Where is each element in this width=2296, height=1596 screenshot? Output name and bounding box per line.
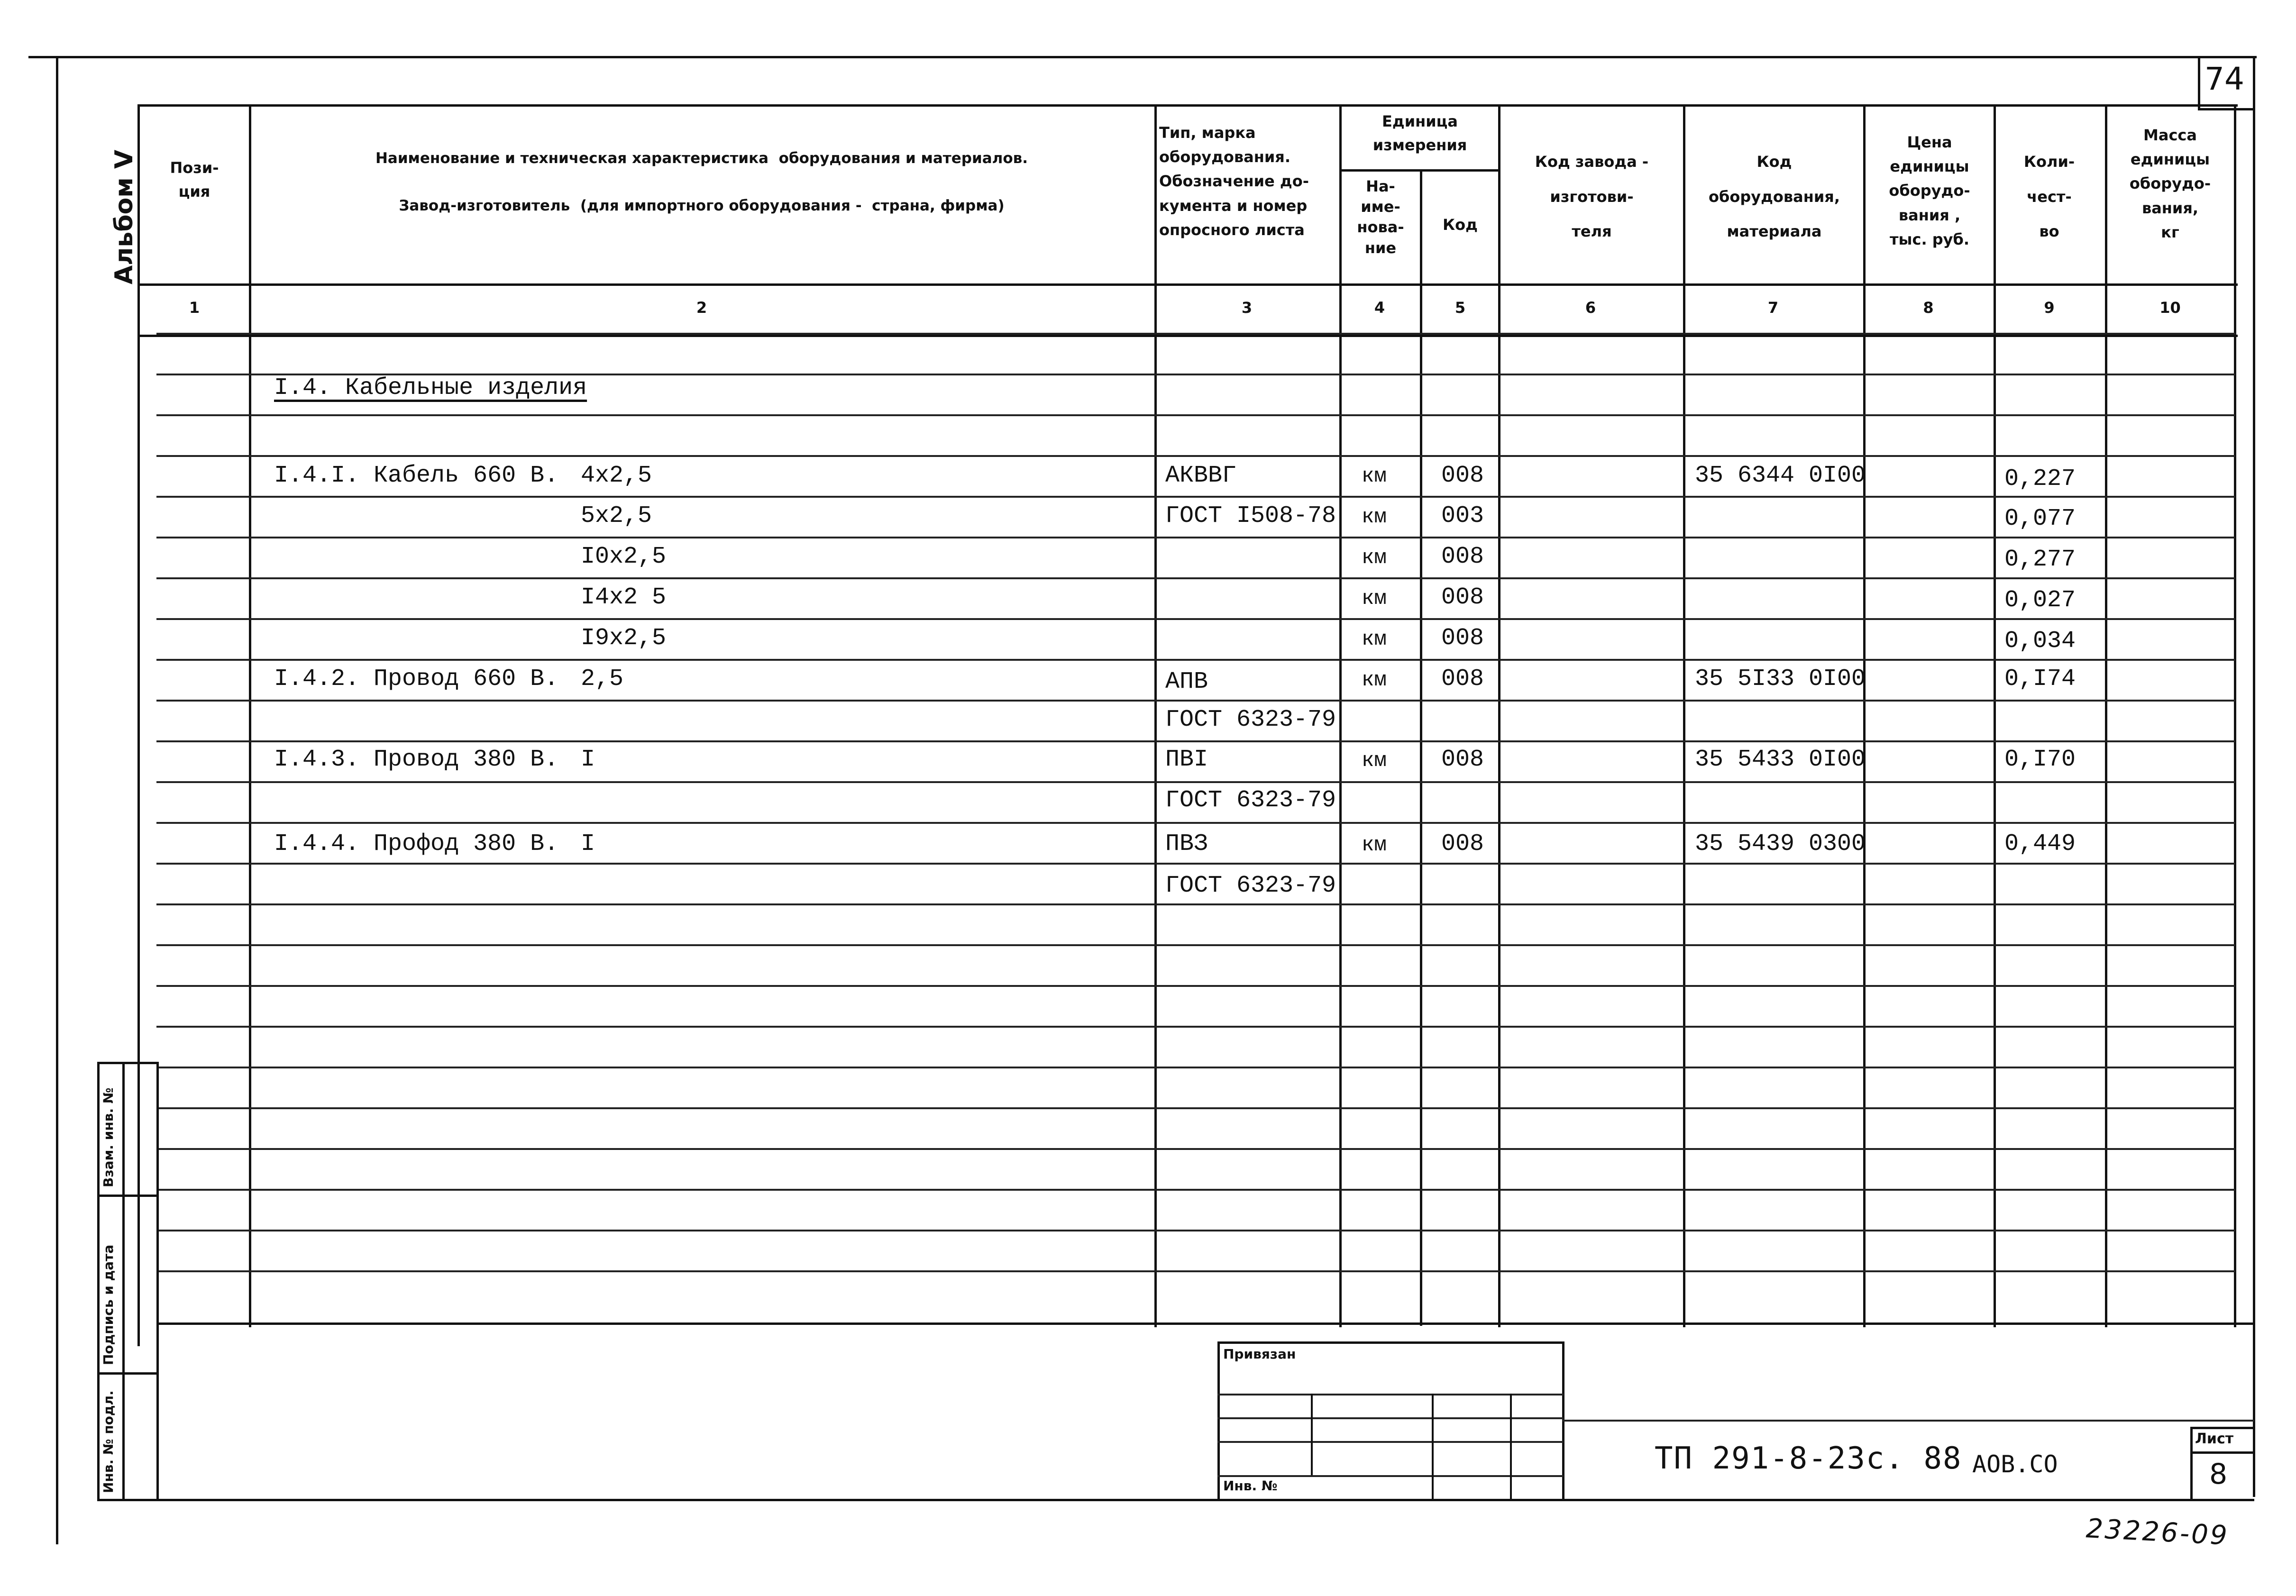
row-6-eq-code: 35 5I33 0I00 (1695, 666, 1866, 693)
sheet-box-top (2190, 1427, 2254, 1429)
row-10-unit: км (1362, 833, 1387, 857)
table-row-line (156, 1107, 2235, 1109)
header-position: Пози- ция (170, 159, 219, 201)
row-3-unit: км (1362, 546, 1387, 570)
row-10-qty: 0,449 (2004, 830, 2076, 857)
header-name-line2: Завод-изготовитель (для импортного оборудования - страна, фирма) (399, 197, 1005, 214)
row-1-type: АКВВГ (1165, 462, 1237, 489)
side-stamp-right (156, 1062, 159, 1500)
row-1-unit: км (1362, 465, 1387, 488)
row-10-code: 008 (1441, 830, 1484, 857)
row-1-code: 008 (1441, 462, 1484, 489)
colnum-bottom (137, 335, 2238, 337)
frame-left (56, 56, 58, 1544)
doc-code: ТП 291-8-23с. 88 (1655, 1441, 1962, 1476)
row-9-type: ГОСТ 6323-79 (1165, 787, 1336, 814)
row-6-qty: 0,I74 (2004, 666, 2076, 693)
header-mass: Масса единицы оборудо- вания, кг (2129, 126, 2211, 241)
table-row-line (156, 985, 2235, 987)
colnum-6: 6 (1585, 299, 1596, 317)
header-type: Тип, марка оборудования. Обозначение до- кумента и номер опросного листа (1159, 124, 1309, 239)
privyazan-col2 (1432, 1394, 1434, 1499)
header-qty: Коли- чест- во (2023, 153, 2075, 241)
row-2-unit: км (1362, 505, 1387, 529)
colnum-2: 2 (696, 299, 707, 317)
privyazan-col1 (1311, 1394, 1313, 1475)
row-1-name: I.4.I. Кабель 660 В. (274, 462, 559, 489)
table-row-line (156, 659, 2235, 661)
row-5-size: I9х2,5 (581, 625, 667, 652)
row-1-eq-code: 35 6344 0I00 (1695, 462, 1866, 489)
col-line-10 (2234, 104, 2236, 1327)
row-2-qty: 0,077 (2004, 505, 2076, 532)
col-line-1 (249, 104, 251, 1327)
side-stamp-bottom (97, 1499, 156, 1501)
sheet-box-left (2190, 1427, 2193, 1500)
row-8-code: 008 (1441, 746, 1484, 773)
row-10-type: ПВЗ (1165, 830, 1208, 857)
table-top (137, 104, 2238, 107)
col-line-6 (1683, 104, 1685, 1327)
title-block-top (156, 1322, 2254, 1325)
col-line-0 (137, 104, 140, 1346)
row-6-name: I.4.2. Провод 660 В. (274, 666, 559, 693)
side-stamp-mid (122, 1062, 125, 1500)
row-8-qty: 0,I70 (2004, 746, 2076, 773)
row-5-qty: 0,034 (2004, 628, 2076, 655)
header-unit-name: На- име- нова- ние (1357, 177, 1404, 257)
table-row-line (156, 700, 2235, 702)
table-row-line (156, 1067, 2235, 1068)
header-bottom (137, 283, 2238, 286)
colnum-8: 8 (1923, 299, 1934, 317)
doc-suffix: АОВ.СО (1972, 1450, 2058, 1478)
privyazan-label: Привязан (1223, 1346, 1296, 1362)
col-line-9 (2105, 104, 2107, 1327)
row-5-code: 008 (1441, 625, 1484, 652)
row-6-size: 2,5 (581, 666, 624, 693)
section-title: I.4. Кабельные изделия (274, 374, 587, 401)
stamp-inv-podl: Инв. № подл. (101, 1390, 116, 1493)
row-4-size: I4х2 5 (581, 584, 667, 611)
col-line-7 (1863, 104, 1866, 1327)
header-name-line1: Наименование и техническая характеристика оборудования и материалов. (375, 150, 1028, 167)
table-row-line (156, 1026, 2235, 1028)
row-8-eq-code: 35 5433 0I00 (1695, 746, 1866, 773)
side-stamp-div1 (97, 1195, 156, 1197)
sheet-box-mid (2190, 1451, 2254, 1454)
sheet-label: Лист (2195, 1431, 2234, 1447)
table-row-line (156, 740, 2235, 742)
col-line-3 (1339, 104, 1342, 1327)
colnum-1: 1 (189, 299, 200, 317)
col-line-8 (1994, 104, 1996, 1327)
corner-page-number: 74 (2205, 61, 2244, 97)
table-row-line (156, 414, 2235, 416)
privyazan-top (1217, 1341, 1564, 1344)
privyazan-col3 (1510, 1394, 1512, 1499)
col-line-5 (1498, 104, 1500, 1327)
row-8-size: I (581, 746, 595, 773)
row-2-code: 003 (1441, 502, 1484, 529)
side-stamp-div2 (97, 1372, 156, 1375)
header-unit-group: Единица измерения (1372, 112, 1467, 154)
row-7-type: ГОСТ 6323-79 (1165, 706, 1336, 733)
table-row-line (156, 618, 2235, 620)
table-row-line (156, 455, 2235, 457)
header-unit-code: Код (1443, 216, 1478, 234)
header-factory-code: Код завода - изготови- теля (1535, 153, 1649, 241)
table-row-line (156, 1189, 2235, 1191)
row-4-code: 008 (1441, 584, 1484, 611)
row-10-name: I.4.4. Профод 380 В. (274, 830, 559, 857)
row-4-unit: км (1362, 587, 1387, 611)
row-8-unit: км (1362, 749, 1387, 773)
corner-box-bottom (2198, 108, 2255, 110)
side-stamp-left (97, 1062, 100, 1500)
row-3-size: I0х2,5 (581, 543, 667, 570)
colnum-3: 3 (1241, 299, 1253, 317)
table-row-line (156, 1270, 2235, 1272)
row-4-qty: 0,027 (2004, 587, 2076, 614)
inv-no-label: Инв. № (1223, 1478, 1278, 1494)
colnum-7: 7 (1767, 299, 1779, 317)
stamp-podpis-data: Подпись и дата (101, 1244, 116, 1365)
row-3-qty: 0,277 (2004, 546, 2076, 573)
colnum-5: 5 (1454, 299, 1466, 317)
album-label: Альбом V (110, 149, 138, 284)
col-line-4 (1420, 169, 1422, 1326)
frame-right (2253, 56, 2255, 1497)
table-row-line (156, 1148, 2235, 1150)
row-6-type: АПВ (1165, 668, 1208, 695)
corner-box-left (2198, 56, 2200, 109)
row-1-qty: 0,227 (2004, 465, 2076, 492)
side-stamp-top (97, 1062, 156, 1064)
row-1-size: 4х2,5 (581, 462, 652, 489)
row-10-size: I (581, 830, 595, 857)
row-10-eq-code: 35 5439 0300 (1695, 830, 1866, 857)
row-8-type: ПВI (1165, 746, 1208, 773)
table-row-line (156, 944, 2235, 946)
table-row-line (156, 781, 2235, 783)
col-line-2 (1154, 104, 1157, 1327)
frame-top (28, 56, 2257, 58)
row-5-unit: км (1362, 628, 1387, 651)
table-row-line (156, 863, 2235, 865)
row-11-type: ГОСТ 6323-79 (1165, 872, 1336, 899)
sheet-number: 8 (2209, 1458, 2228, 1491)
table-row-line (156, 577, 2235, 579)
table-row-line (156, 903, 2235, 905)
table-row-line (156, 822, 2235, 824)
header-price: Цена единицы оборудо- вания , тыс. руб. (1889, 133, 1970, 248)
row-6-code: 008 (1441, 666, 1484, 693)
doc-code-topline (1562, 1420, 2254, 1422)
table-row-line (156, 333, 2235, 335)
row-3-code: 008 (1441, 543, 1484, 570)
bottom-number: 23226-09 (2085, 1513, 2230, 1551)
colnum-9: 9 (2044, 299, 2055, 317)
header-equipment-code: Код оборудования, материала (1709, 153, 1840, 241)
title-block-bottom (156, 1499, 2254, 1501)
table-row-line (156, 537, 2235, 538)
table-row-line (156, 1230, 2235, 1231)
colnum-4: 4 (1374, 299, 1385, 317)
stamp-vzam-inv: Взам. инв. № (101, 1087, 116, 1187)
row-8-name: I.4.3. Провод 380 В. (274, 746, 559, 773)
row-2-type: ГОСТ I508-78 (1165, 502, 1336, 529)
colnum-10: 10 (2159, 299, 2181, 317)
table-row-line (156, 496, 2235, 498)
row-6-unit: км (1362, 668, 1387, 692)
row-2-size: 5х2,5 (581, 502, 652, 529)
